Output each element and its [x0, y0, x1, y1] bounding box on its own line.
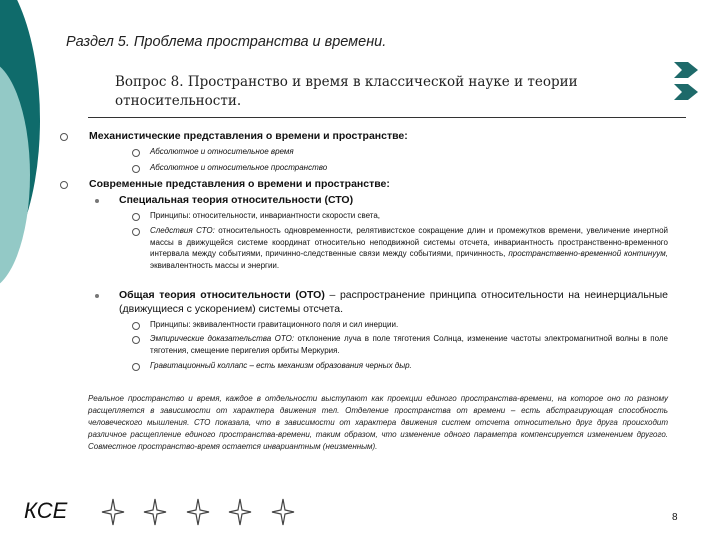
page-number: 8 [672, 512, 678, 523]
nav-arrows [674, 62, 698, 106]
bullet-icon [60, 181, 68, 189]
oto-description: – распространение принципа относительности на неинерциальные (движущиеся с ускорением) системы отсчета. [119, 289, 668, 315]
oto-principles: Принципы: эквивалентности гравитационного поля и сил инерции. [150, 320, 399, 329]
section-title: Раздел 5. Проблема пространства и времени. [66, 34, 387, 50]
sto-consequences-italic: пространственно-временной континуум, [505, 249, 668, 258]
sto-consequences-lead: Следствия СТО: [150, 226, 215, 235]
star-icon [227, 497, 253, 527]
next-arrow-icon[interactable] [674, 62, 698, 78]
mech-heading: Механистические представления о времени и пространстве: [89, 130, 408, 142]
dot-bullet-icon [95, 199, 99, 203]
oto-heading: Общая теория относительности (ОТО) [119, 289, 325, 301]
sto-consequences [150, 225, 668, 271]
oto-evidence-text: отклонение луча в поле тяготения Солнца, изменение частоты электромагнитной волны в поле тяготения, смещение перигелия орбиты Меркурия. [150, 334, 668, 355]
oto-evidence [150, 333, 668, 356]
bullet-icon [132, 228, 140, 236]
kse-logo: КСЕ [24, 498, 68, 523]
star-icon [142, 497, 168, 527]
sto-consequences-text-a: относительность одновременности, релятивистское сокращение длин и промежутков времени, увеличение инертной массы в движущейся системе координат относительно неподвижной системы отсчета, инвариантность пространственно-временного интервала между событиями, причинно-следственные связи между событиями, причинность, [150, 226, 668, 258]
title-divider [88, 117, 686, 118]
bullet-icon [132, 165, 140, 173]
next-arrow-icon[interactable] [674, 84, 698, 100]
sto-heading: Специальная теория относительности (СТО) [119, 194, 354, 206]
sto-principles: Принципы: относительности, инвариантности скорости света, [150, 211, 381, 220]
mech-sub-time: Абсолютное и относительное время [150, 147, 294, 156]
bullet-icon [132, 213, 140, 221]
star-icon [185, 497, 211, 527]
bullet-icon [132, 322, 140, 330]
bullet-icon [132, 149, 140, 157]
question-title [115, 73, 635, 111]
bullet-icon [132, 336, 140, 344]
bullet-icon [60, 133, 68, 141]
decorative-stars [100, 497, 308, 532]
oto-paragraph [119, 288, 668, 316]
star-icon [270, 497, 296, 527]
dot-bullet-icon [95, 294, 99, 298]
question-title-line1: Вопрос 8. Пространство и время в классической науке и теории [115, 74, 578, 90]
question-title-line2: относительности. [115, 93, 242, 109]
mech-sub-space: Абсолютное и относительное пространство [150, 163, 328, 172]
oto-collapse-lead: Гравитационный коллапс [150, 361, 248, 370]
bullet-icon [132, 363, 140, 371]
summary-paragraph: Реальное пространство и время, каждое в отдельности выступают как проекции единого пространства-времени, на которое оно по разному расщепляется в зависимости от характера движения тел. Отделение пространства от времени – есть абстрагирующая способность человеческого мышления. СТО показала, что в зависимости от характера движения систем отсчета относительно друг друга происходит различное расщепление единого пространства-времени, таким образом, что изменение одного параметра компенсируется изменением другого. Совместное пространство-время остается инвариантным (неизменным). [88, 394, 668, 451]
oto-collapse [150, 360, 412, 372]
modern-heading: Современные представления о времени и пространстве: [89, 178, 390, 190]
star-icon [100, 497, 126, 527]
sto-consequences-text-b: эквивалентность массы и энергии. [150, 260, 280, 270]
oto-collapse-text: – есть механизм образования черных дыр. [247, 361, 412, 370]
oto-evidence-lead: Эмпирические доказательства ОТО: [150, 334, 295, 343]
